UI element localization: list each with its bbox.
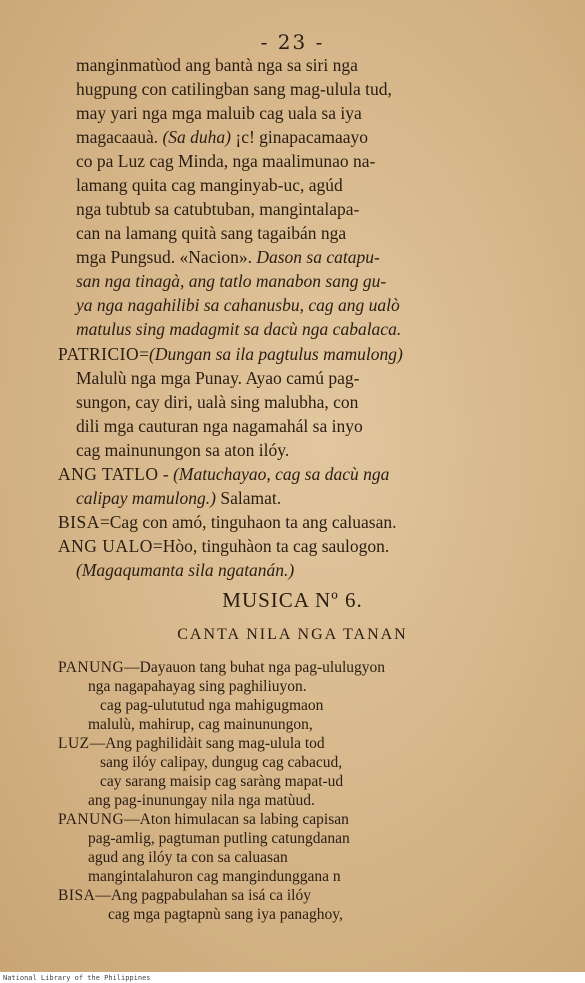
stage-direction: Dason sa catapu-: [256, 247, 380, 267]
song-line: mangintalahuron cag mangindunggana n: [88, 868, 341, 885]
page-number: - 23 -: [260, 30, 325, 54]
speaker-name: BISA: [58, 887, 96, 904]
prose-line: manginmatùod ang bantà nga sa siri nga: [76, 55, 358, 75]
stage-direction: calipay mamulong.): [76, 488, 216, 508]
separator: -: [158, 464, 174, 484]
stage-line: ya nga nagahilibi sa cahanusbu, cag ang ualò: [76, 295, 400, 315]
prose-line: can na lamang quità sang tagaibán nga: [76, 223, 347, 243]
dialogue-line: [58, 535, 389, 557]
speaker-name: PATRICIO: [58, 344, 140, 364]
stage-line: san nga tinagà, ang tatlo manabon sang gu-: [76, 271, 387, 291]
song-line: cag mga pagtapnù sang iya panaghoy,: [108, 906, 343, 923]
prose-text: mga Pungsud. «Nacion».: [76, 247, 252, 267]
speaker-name: PANUNG: [58, 811, 125, 828]
dialogue-text: Salamat.: [215, 488, 282, 508]
prose-text: magacaauà.: [76, 127, 159, 147]
stage-direction: (Sa duha): [162, 127, 231, 147]
dialogue-line: [76, 487, 281, 509]
song-text: —Dayauon tang buhat nga pag-ululugyon: [124, 659, 386, 676]
dialogue-line: [58, 343, 403, 365]
dialogue-text: Hòo, tinguhàon ta cag saulogon.: [162, 536, 390, 556]
song-line: [58, 886, 311, 905]
separator: =: [152, 536, 163, 556]
dialogue-text: Cag con amó, tinguhaon ta ang caluasan.: [109, 512, 397, 532]
prose-line: may yari nga mga maluib cag uala sa iya: [76, 103, 362, 123]
separator: =: [99, 512, 110, 532]
dialogue-line: cag mainunungon sa aton ilóy.: [76, 440, 290, 460]
song-line: [58, 658, 385, 677]
music-heading: MUSICA Nº 6.: [222, 588, 363, 612]
song-line: cay sarang maisip cag saràng mapat-ud: [100, 773, 344, 790]
song-line: pag-amlig, pagtuman putling catungdanan: [88, 830, 350, 847]
prose-line: co pa Luz cag Minda, nga maalimunao na-: [76, 151, 376, 171]
speaker-name: ANG UALO: [58, 536, 153, 556]
prose-line: hugpung con catilingban sang mag-ulula tud,: [76, 79, 392, 99]
song-line: nga nagapahayag sing paghiliuyon.: [88, 678, 307, 695]
music-subheading: CANTA NILA NGA TANAN: [177, 626, 408, 643]
dialogue-line: dili mga cauturan nga nagamahál sa inyo: [76, 416, 363, 436]
dialogue-line: [58, 511, 396, 533]
prose-line: nga tubtub sa catubtuban, mangintalapa-: [76, 199, 360, 219]
speaker-name: PANUNG: [58, 659, 125, 676]
stage-direction: (Dungan sa ila pagtulus mamulong): [149, 344, 403, 364]
song-line: agud ang ilóy ta con sa caluasan: [88, 849, 288, 866]
song-line: [58, 734, 325, 753]
song-text: —Ang pagpabulahan sa isá ca ilóy: [95, 887, 311, 904]
song-line: [58, 810, 349, 829]
song-line: sang ilóy calipay, dungug cag cabacud,: [100, 754, 343, 771]
dialogue-line: Malulù nga mga Punay. Ayao camú pag-: [76, 368, 360, 388]
prose-line: lamang quita cag manginyab-uc, agúd: [76, 175, 343, 195]
stage-direction: (Matuchayao, cag sa dacù nga: [173, 464, 390, 484]
prose-line: [76, 246, 380, 268]
library-footer: National Library of the Philippines: [3, 974, 151, 982]
speaker-name: ANG TATLO: [58, 464, 159, 484]
separator: =: [139, 344, 150, 364]
song-text: —Ang paghilidàit sang mag-ulula tod: [89, 735, 325, 752]
song-line: malulù, mahirup, cag mainunungon,: [88, 716, 313, 733]
dialogue-line: sungon, cay diri, ualà sing malubha, con: [76, 392, 359, 412]
prose-line: [76, 126, 368, 148]
song-line: cag pag-ulututud nga mahigugmaon: [100, 697, 324, 714]
stage-direction: (Magaqumanta sila ngatanán.): [76, 560, 295, 580]
speaker-name: LUZ: [58, 735, 90, 752]
prose-text: ¡c! ginapacamaayo: [235, 127, 369, 147]
dialogue-line: [58, 463, 389, 485]
speaker-name: BISA: [58, 512, 100, 532]
song-line: ang pag-inunungay nila nga matùud.: [88, 792, 315, 809]
stage-line: matulus sing madagmit sa dacù nga cabalaca.: [76, 319, 402, 339]
song-text: —Aton himulacan sa labing capisan: [124, 811, 349, 828]
